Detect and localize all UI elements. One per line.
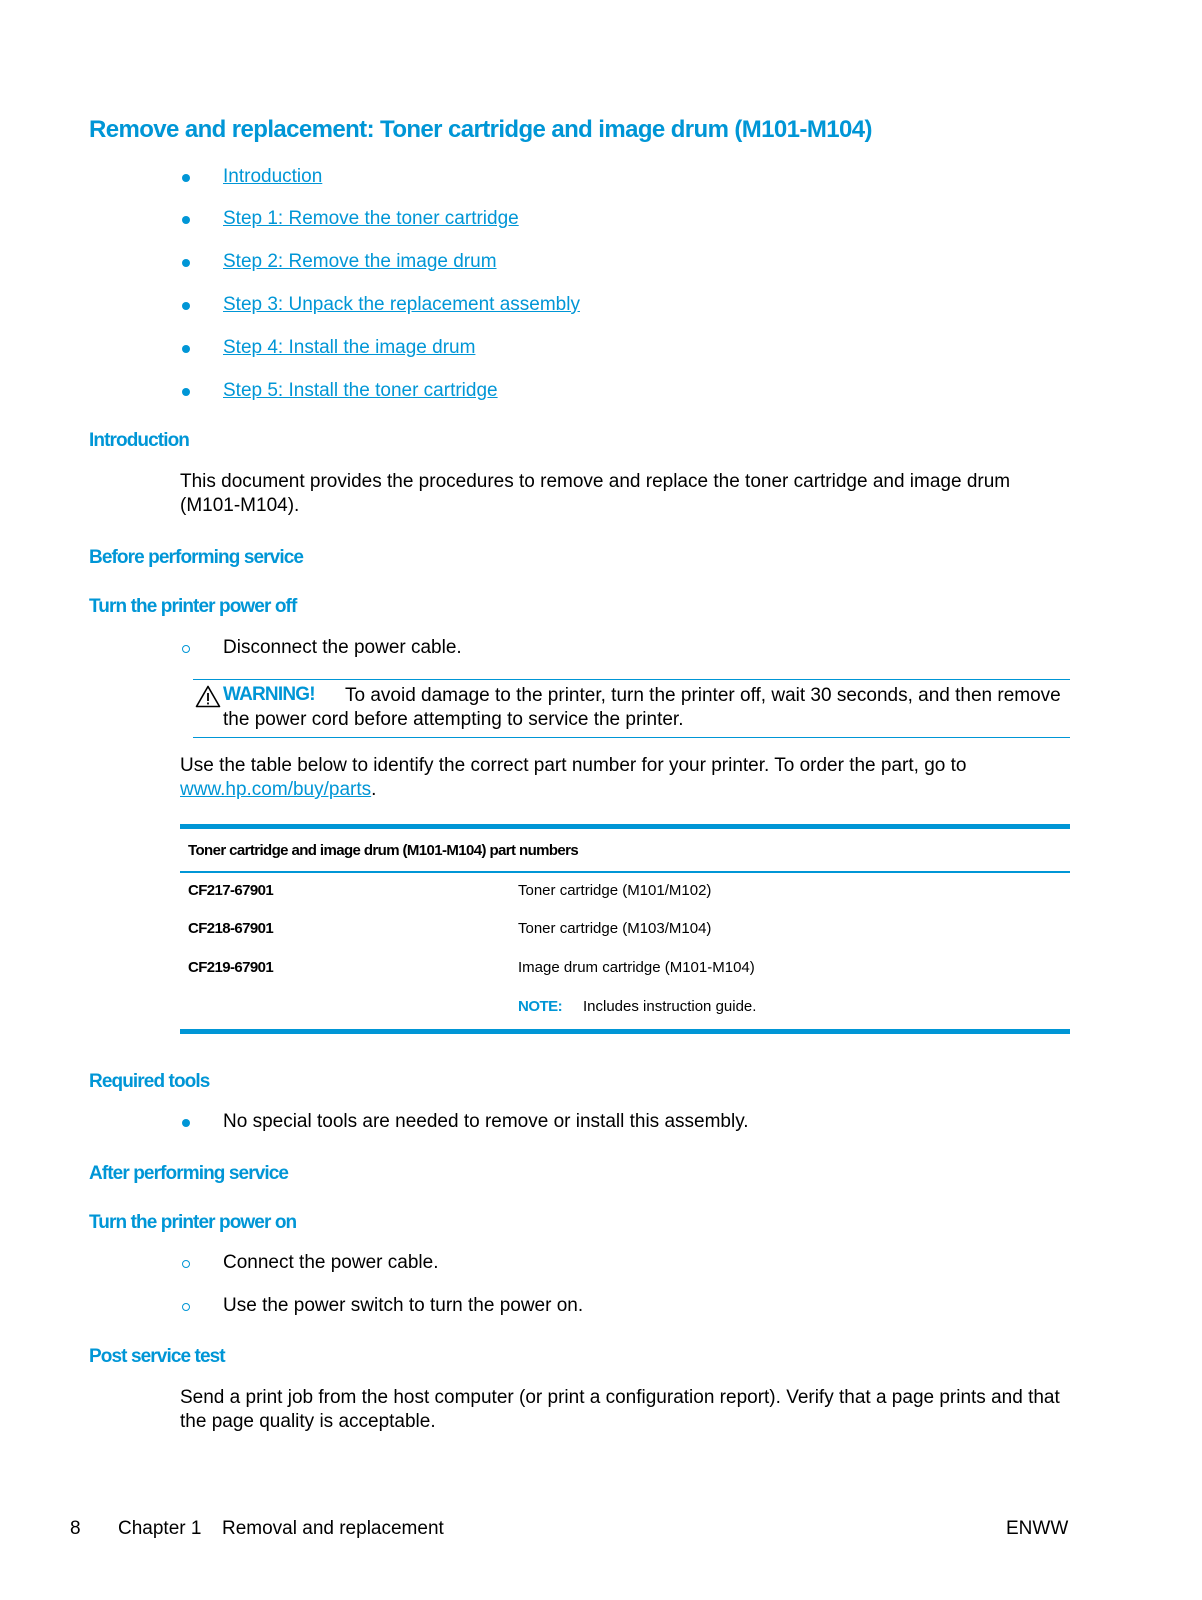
part-number-cell: CF217-67901 bbox=[188, 882, 274, 899]
warning-text: To avoid damage to the printer, turn the printer off, wait 30 seconds, and then remove the power cord before attempting to service the printer. bbox=[223, 685, 1061, 730]
toc-link[interactable]: Introduction bbox=[223, 166, 323, 187]
part-number-cell: CF218-67901 bbox=[188, 920, 274, 937]
post-test-text: Send a print job from the host computer (or print a configuration report). Verify that a page prints and that the page quality is acceptable. bbox=[180, 1387, 1060, 1432]
toc-link[interactable]: Step 1: Remove the toner cartridge bbox=[223, 208, 519, 229]
table-header: Toner cartridge and image drum (M101-M104) part numbers bbox=[188, 842, 579, 859]
header-divider bbox=[180, 871, 1070, 873]
subheading-power-off: Turn the printer power off bbox=[89, 596, 297, 617]
page-title: Remove and replacement: Toner cartridge and image drum (M101-M104) bbox=[89, 116, 872, 143]
subheading-power-on: Turn the printer power on bbox=[89, 1212, 297, 1233]
description-cell: Toner cartridge (M103/M104) bbox=[518, 920, 712, 937]
toc-link[interactable]: Step 4: Install the image drum bbox=[223, 337, 476, 358]
parts-table bbox=[180, 824, 1070, 1034]
section-heading-required-tools: Required tools bbox=[89, 1071, 210, 1092]
hollow-bullet-icon bbox=[182, 1260, 190, 1268]
description-cell: Image drum cartridge (M101-M104) bbox=[518, 959, 755, 976]
footer-chapter: Chapter 1 bbox=[118, 1518, 202, 1539]
hollow-bullet-icon bbox=[182, 645, 190, 653]
warning-icon bbox=[195, 685, 221, 708]
bullet-icon bbox=[182, 1119, 190, 1127]
bullet-icon bbox=[182, 302, 190, 310]
table-intro-paragraph: Use the table below to identify the correct part number for your printer. To order the part, go to www.hp.com/buy/parts. bbox=[180, 755, 967, 800]
footer-chapter-title: Removal and replacement bbox=[222, 1518, 444, 1539]
page-number: 8 bbox=[70, 1518, 81, 1539]
bullet-icon bbox=[182, 345, 190, 353]
parts-link[interactable]: www.hp.com/buy/parts bbox=[180, 779, 372, 800]
description-cell: Toner cartridge (M101/M102) bbox=[518, 882, 712, 899]
footer-locale: ENWW bbox=[1006, 1518, 1069, 1539]
bullet-icon bbox=[182, 174, 190, 182]
bullet-icon bbox=[182, 388, 190, 396]
warning-label: WARNING! bbox=[223, 684, 315, 705]
bullet-icon bbox=[182, 259, 190, 267]
toc-link[interactable]: Step 3: Unpack the replacement assembly bbox=[223, 294, 580, 315]
toc-link[interactable]: Step 5: Install the toner cartridge bbox=[223, 380, 498, 401]
note-label: NOTE: bbox=[518, 998, 563, 1015]
section-heading-after-service: After performing service bbox=[89, 1163, 289, 1184]
note-text: Includes instruction guide. bbox=[583, 998, 757, 1015]
warning-callout bbox=[193, 679, 1070, 738]
part-number-cell: CF219-67901 bbox=[188, 959, 274, 976]
bullet-icon bbox=[182, 216, 190, 224]
section-heading-before-service: Before performing service bbox=[89, 547, 304, 568]
hollow-bullet-icon bbox=[182, 1303, 190, 1311]
section-heading-introduction: Introduction bbox=[89, 430, 190, 451]
toc-link[interactable]: Step 2: Remove the image drum bbox=[223, 251, 497, 272]
section-heading-post-test: Post service test bbox=[89, 1346, 225, 1367]
introduction-text: This document provides the procedures to remove and replace the toner cartridge and image drum (M101-M104). bbox=[180, 471, 1011, 516]
